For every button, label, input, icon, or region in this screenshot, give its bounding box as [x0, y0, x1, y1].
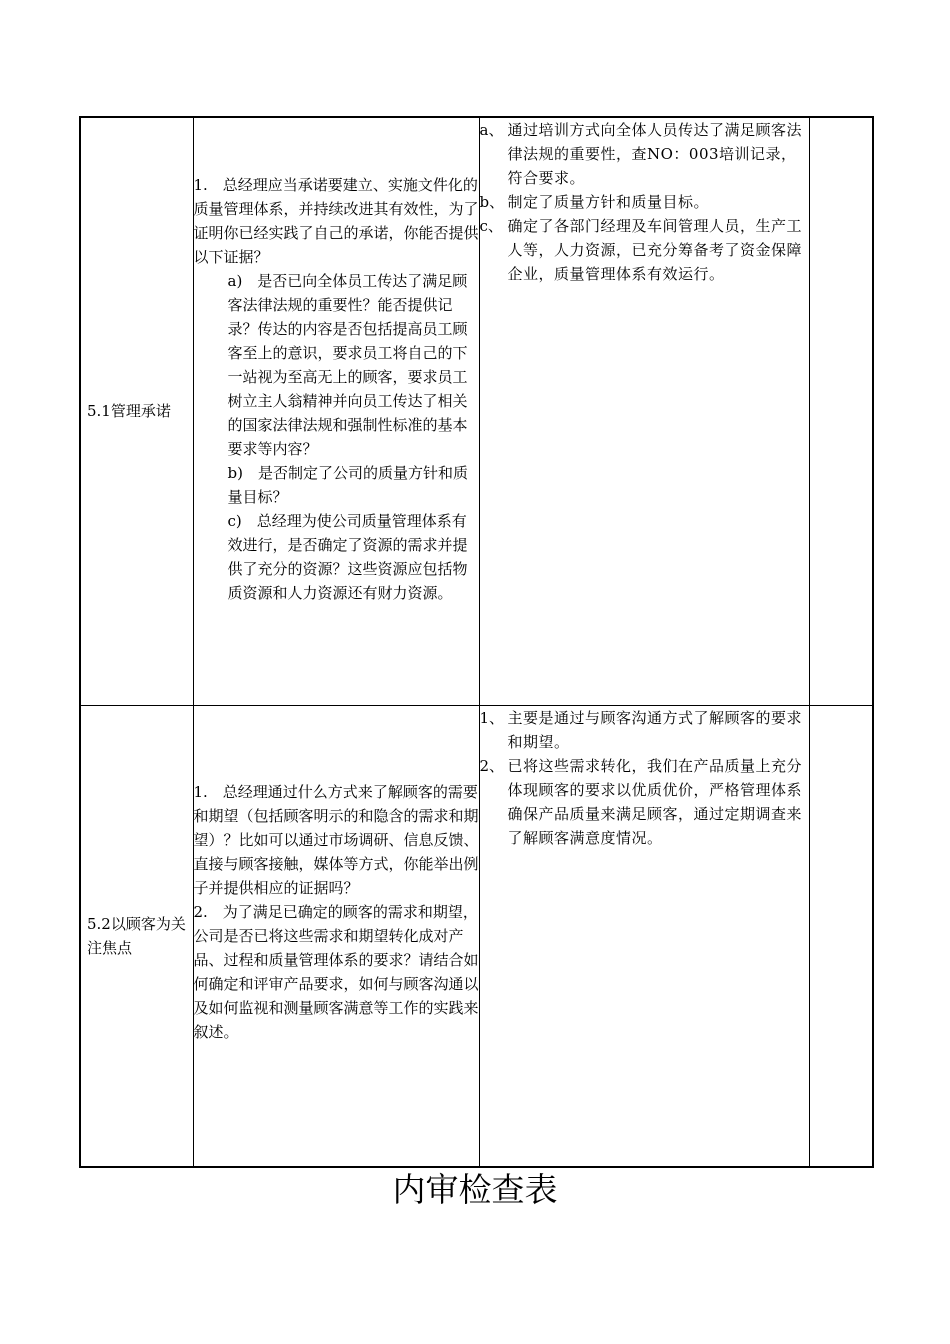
audit-checklist-table — [79, 116, 874, 1168]
finding-marker: b、 — [479, 193, 505, 211]
remark-cell — [809, 117, 873, 705]
sub-question-c: c) 总经理为使公司质量管理体系有效进行，是否确定了资源的需求并提供了充分的资源？这些资源应包括物质资源和人力资源还有财力资源。 — [227, 512, 468, 602]
finding-text: 通过培训方式向全体人员传达了满足顾客法律法规的重要性，查NO：003培训记录，符合要求。 — [507, 121, 803, 187]
finding-item — [480, 754, 809, 850]
finding-item — [480, 118, 809, 190]
finding-text: 已将这些需求转化，我们在产品质量上充分体现顾客的要求以优质优价，严格管理体系确保产品质量来满足顾客，通过定期调查来了解顾客满意度情况。 — [507, 756, 803, 847]
document-title: 内审检查表 — [392, 1170, 558, 1209]
question-1: 1. 总经理通过什么方式来了解顾客的需要和期望（包括顾客明示的和隐含的需求和期望）？比如可以通过市场调研、信息反馈、直接与顾客接触，媒体等方式，你能举出例子并提供相应的证据吗？ — [193, 782, 479, 897]
sub-question-a: a) 是否已向全体员工传达了满足顾客法律法规的重要性？能否提供记录？传达的内容是否包括提高员工顾客至上的意识，要求员工将自己的下一站视为至高无上的顾客，要求员工树立主人翁精神并向员工传达了相关的国家法律法规和强制性标准的基本要求等内容？ — [227, 272, 468, 458]
remark-cell — [809, 705, 873, 1167]
table-row — [80, 705, 873, 1167]
finding-text: 制定了质量方针和质量目标。 — [507, 193, 710, 211]
findings-cell — [479, 117, 809, 705]
clause-cell: 5.1管理承诺 — [80, 117, 193, 705]
question-cell — [193, 117, 479, 705]
finding-marker: c、 — [479, 217, 503, 235]
finding-marker: 2、 — [479, 756, 505, 775]
question-intro: 1. 总经理应当承诺要建立、实施文件化的质量管理体系，并持续改进其有效性，为了证明你已经实践了自己的承诺，你能否提供以下证据？ — [193, 176, 479, 266]
findings-cell — [479, 705, 809, 1167]
clause-cell: 5.2以顾客为关注焦点 — [80, 705, 193, 1167]
finding-marker: 1、 — [479, 708, 505, 727]
finding-text: 主要是通过与顾客沟通方式了解顾客的要求和期望。 — [507, 708, 803, 751]
table-row — [80, 117, 873, 705]
finding-text: 确定了各部门经理及车间管理人员，生产工人等，人力资源，已充分筹备考了资金保障企业，质量管理体系有效运行。 — [507, 217, 803, 283]
question-cell — [193, 705, 479, 1167]
finding-item — [480, 190, 809, 214]
finding-item — [480, 214, 809, 286]
finding-marker: a、 — [479, 121, 504, 139]
finding-item — [480, 706, 809, 754]
sub-question-b: b) 是否制定了公司的质量方针和质量目标？ — [227, 464, 468, 506]
question-2: 2. 为了满足已确定的顾客的需求和期望，公司是否已将这些需求和期望转化成对产品、过程和质量管理体系的要求？请结合如何确定和评审产品要求，如何与顾客沟通以及如何监视和测量顾客满意等工作的实践来叙述。 — [193, 902, 479, 1041]
